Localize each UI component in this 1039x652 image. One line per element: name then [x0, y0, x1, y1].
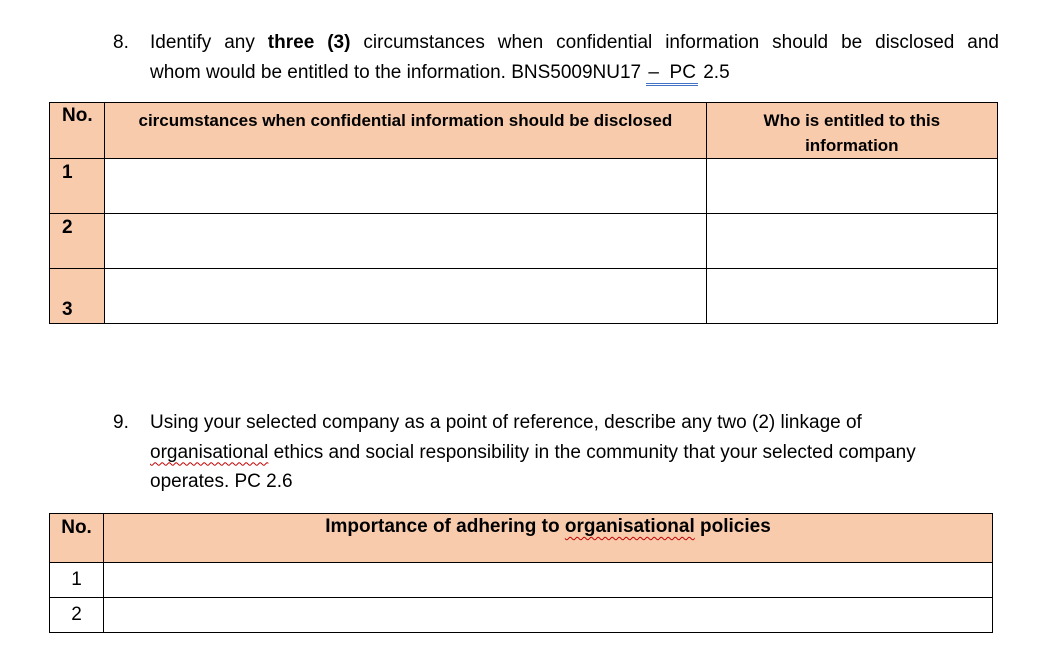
row-number: 2 — [50, 598, 104, 633]
header-no: No. — [62, 105, 93, 126]
pc-number: 2.5 — [703, 61, 730, 83]
table-row — [50, 214, 998, 269]
circumstances-table — [49, 102, 998, 324]
table-row — [50, 159, 998, 214]
question-line — [150, 438, 995, 468]
dash-text: – — [648, 61, 659, 83]
question-number: 9. — [113, 412, 129, 433]
policies-table — [49, 513, 993, 633]
question-line: Using your selected company as a point of reference, describe any two (2) linkage of — [150, 412, 862, 433]
question-text-part: ethics and social responsibility in the community that your selected company — [273, 441, 916, 463]
row-number: 2 — [62, 217, 73, 238]
header-entitled: Who is entitled to this information — [763, 111, 941, 155]
question-line — [150, 28, 999, 58]
question-line: operates. PC 2.6 — [150, 471, 293, 492]
importance-cell[interactable] — [104, 563, 993, 598]
question-text-part: whom would be entitled to the information. BNS5009NU17 — [150, 61, 642, 83]
header-cell — [104, 514, 993, 563]
table-header-row — [50, 103, 998, 159]
entitled-cell[interactable] — [706, 269, 997, 324]
grammar-flag — [646, 62, 698, 86]
emphasis-text: three (3) — [267, 32, 351, 53]
header-importance — [104, 514, 992, 538]
header-no: No. — [61, 517, 92, 538]
table-row — [50, 269, 998, 324]
entitled-cell[interactable] — [706, 214, 997, 269]
question-number: 8. — [113, 32, 129, 53]
table-row — [50, 598, 993, 633]
header-cell — [105, 103, 707, 159]
row-number-cell — [50, 269, 105, 324]
header-cell — [50, 103, 105, 159]
question-text — [150, 28, 999, 87]
circumstance-cell[interactable] — [105, 214, 707, 269]
table-row — [50, 563, 993, 598]
header-text-part: Importance of adhering to — [325, 516, 560, 537]
header-circumstances: circumstances when confidential information should be disclosed — [138, 111, 673, 130]
question-line — [150, 58, 999, 88]
importance-cell[interactable] — [104, 598, 993, 633]
circumstance-cell[interactable] — [105, 269, 707, 324]
spellcheck-word: organisational — [150, 441, 269, 463]
header-text-part: policies — [700, 516, 771, 537]
spellcheck-word: organisational — [564, 516, 695, 537]
row-number: 1 — [50, 563, 104, 598]
question-text-part: Identify any — [150, 32, 255, 53]
question-text — [150, 408, 995, 497]
header-cell — [50, 514, 104, 563]
row-number-cell — [50, 214, 105, 269]
circumstance-cell[interactable] — [105, 159, 707, 214]
row-number: 1 — [62, 162, 73, 183]
row-number-cell — [50, 159, 105, 214]
table-header-row — [50, 514, 993, 563]
entitled-cell[interactable] — [706, 159, 997, 214]
row-number: 3 — [62, 299, 73, 320]
pc-label: PC — [669, 61, 696, 83]
header-cell — [706, 103, 997, 159]
question-text-part: circumstances when confidential information should be disclosed and — [363, 32, 999, 53]
